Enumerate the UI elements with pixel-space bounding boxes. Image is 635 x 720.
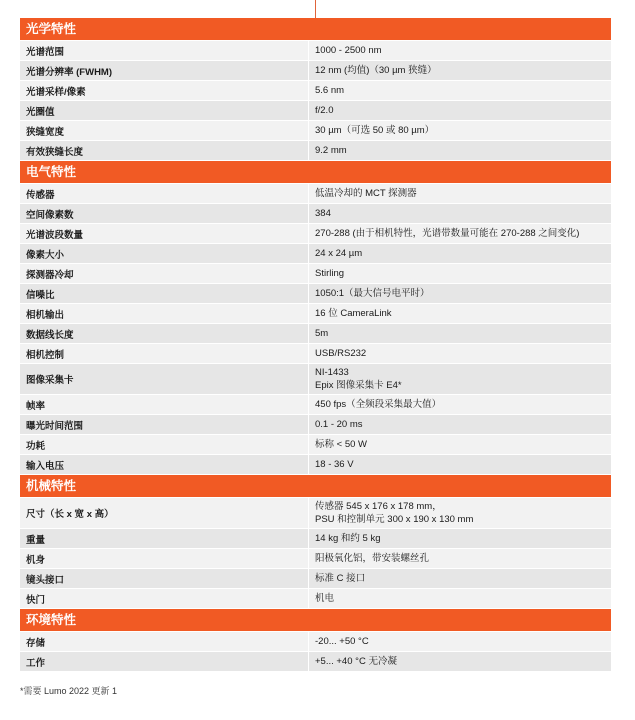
spec-row	[20, 435, 611, 455]
spec-value	[309, 364, 611, 394]
spec-row	[20, 101, 611, 121]
spec-row	[20, 61, 611, 81]
spec-value-line: 5.6 nm	[315, 85, 345, 96]
spec-row	[20, 284, 611, 304]
spec-label: 重量	[20, 529, 309, 548]
spec-value-line: f/2.0	[315, 105, 334, 116]
spec-label: 有效狭缝长度	[20, 141, 309, 160]
spec-value	[309, 204, 611, 223]
spec-value	[309, 632, 611, 651]
spec-row	[20, 652, 611, 672]
spec-label: 功耗	[20, 435, 309, 454]
section-header: 电气特性	[20, 161, 611, 184]
spec-row	[20, 224, 611, 244]
spec-value-line: NI-1433	[315, 367, 349, 378]
top-divider-line	[315, 0, 316, 18]
spec-value	[309, 264, 611, 283]
spec-label: 数据线长度	[20, 324, 309, 343]
spec-value	[309, 324, 611, 343]
spec-label: 探测器冷却	[20, 264, 309, 283]
spec-value	[309, 415, 611, 434]
spec-value	[309, 569, 611, 588]
spec-label: 输入电压	[20, 455, 309, 474]
spec-row	[20, 204, 611, 224]
spec-value-line: 450 fps（全频段采集最大值）	[315, 399, 442, 410]
spec-label: 光谱分辨率 (FWHM)	[20, 61, 309, 80]
spec-value-line: 12 nm (均值)（30 µm 狭缝）	[315, 65, 437, 76]
spec-label: 工作	[20, 652, 309, 671]
spec-row	[20, 304, 611, 324]
spec-value	[309, 121, 611, 140]
spec-value	[309, 41, 611, 60]
spec-label: 光圈值	[20, 101, 309, 120]
section-header: 光学特性	[20, 18, 611, 41]
spec-value-line: 标称 < 50 W	[315, 439, 367, 450]
spec-value	[309, 304, 611, 323]
spec-label: 光谱范围	[20, 41, 309, 60]
spec-row	[20, 344, 611, 364]
spec-value-line: +5... +40 °C 无冷凝	[315, 656, 397, 667]
spec-label: 相机输出	[20, 304, 309, 323]
spec-value	[309, 652, 611, 671]
spec-label: 信噪比	[20, 284, 309, 303]
spec-row	[20, 395, 611, 415]
spec-label: 空间像素数	[20, 204, 309, 223]
spec-row	[20, 569, 611, 589]
spec-label: 快门	[20, 589, 309, 608]
spec-row	[20, 121, 611, 141]
spec-row	[20, 415, 611, 435]
spec-label: 光谱波段数量	[20, 224, 309, 243]
spec-label: 机身	[20, 549, 309, 568]
spec-value-line: 低温冷却的 MCT 探测器	[315, 188, 417, 199]
spec-label: 光谱采样/像素	[20, 81, 309, 100]
spec-value-line: 1050:1（最大信号电平时）	[315, 288, 430, 299]
spec-value	[309, 435, 611, 454]
spec-label: 镜头接口	[20, 569, 309, 588]
spec-value	[309, 455, 611, 474]
spec-value-line: 阳极氧化铝，带安装螺丝孔	[315, 553, 430, 564]
spec-value-line: 18 - 36 V	[315, 459, 354, 470]
spec-value	[309, 589, 611, 608]
spec-row	[20, 264, 611, 284]
spec-label: 像素大小	[20, 244, 309, 263]
spec-value	[309, 284, 611, 303]
spec-value-line: 270-288 (由于相机特性，光谱带数量可能在 270-288 之间变化)	[315, 228, 580, 239]
spec-label: 曝光时间范围	[20, 415, 309, 434]
spec-value-line: PSU 和控制单元 300 x 190 x 130 mm	[315, 514, 474, 525]
spec-row	[20, 41, 611, 61]
section-header: 机械特性	[20, 475, 611, 498]
footnote: *需要 Lumo 2022 更新 1	[20, 686, 118, 696]
spec-label: 传感器	[20, 184, 309, 203]
spec-row	[20, 244, 611, 264]
spec-value	[309, 61, 611, 80]
spec-row	[20, 455, 611, 475]
spec-value	[309, 498, 611, 528]
spec-label: 图像采集卡	[20, 364, 309, 394]
spec-value-line: 9.2 mm	[315, 145, 347, 156]
spec-row	[20, 324, 611, 344]
spec-row	[20, 549, 611, 569]
spec-row	[20, 589, 611, 609]
spec-value	[309, 224, 611, 243]
spec-value-line: 机电	[315, 593, 335, 604]
spec-label: 尺寸（长 x 宽 x 高）	[20, 498, 309, 528]
spec-value	[309, 184, 611, 203]
spec-value	[309, 549, 611, 568]
spec-value-line: USB/RS232	[315, 348, 367, 359]
spec-row	[20, 529, 611, 549]
spec-table	[20, 18, 611, 672]
spec-row	[20, 81, 611, 101]
section-header: 环境特性	[20, 609, 611, 632]
spec-value	[309, 81, 611, 100]
spec-label: 帧率	[20, 395, 309, 414]
spec-value-line: 14 kg 和约 5 kg	[315, 533, 381, 544]
spec-value	[309, 344, 611, 363]
spec-value	[309, 395, 611, 414]
spec-value-line: 384	[315, 208, 331, 219]
spec-value-line: Epix 图像采集卡 E4*	[315, 380, 402, 391]
spec-value	[309, 101, 611, 120]
spec-value	[309, 529, 611, 548]
spec-row	[20, 498, 611, 529]
spec-row	[20, 184, 611, 204]
spec-value-line: 标准 C 接口	[315, 573, 366, 584]
spec-value-line: 5m	[315, 328, 329, 339]
spec-value	[309, 141, 611, 160]
spec-row	[20, 632, 611, 652]
spec-value-line: Stirling	[315, 268, 345, 279]
spec-value-line: 30 µm（可选 50 或 80 µm）	[315, 125, 435, 136]
spec-row	[20, 364, 611, 395]
spec-label: 相机控制	[20, 344, 309, 363]
spec-value-line: 24 x 24 µm	[315, 248, 363, 259]
spec-value-line: 1000 - 2500 nm	[315, 45, 382, 56]
spec-value-line: 16 位 CameraLink	[315, 308, 392, 319]
spec-value	[309, 244, 611, 263]
spec-value-line: -20... +50 °C	[315, 636, 369, 647]
spec-label: 存储	[20, 632, 309, 651]
spec-label: 狭缝宽度	[20, 121, 309, 140]
spec-value-line: 0.1 - 20 ms	[315, 419, 363, 430]
spec-row	[20, 141, 611, 161]
spec-value-line: 传感器 545 x 176 x 178 mm，	[315, 501, 442, 512]
